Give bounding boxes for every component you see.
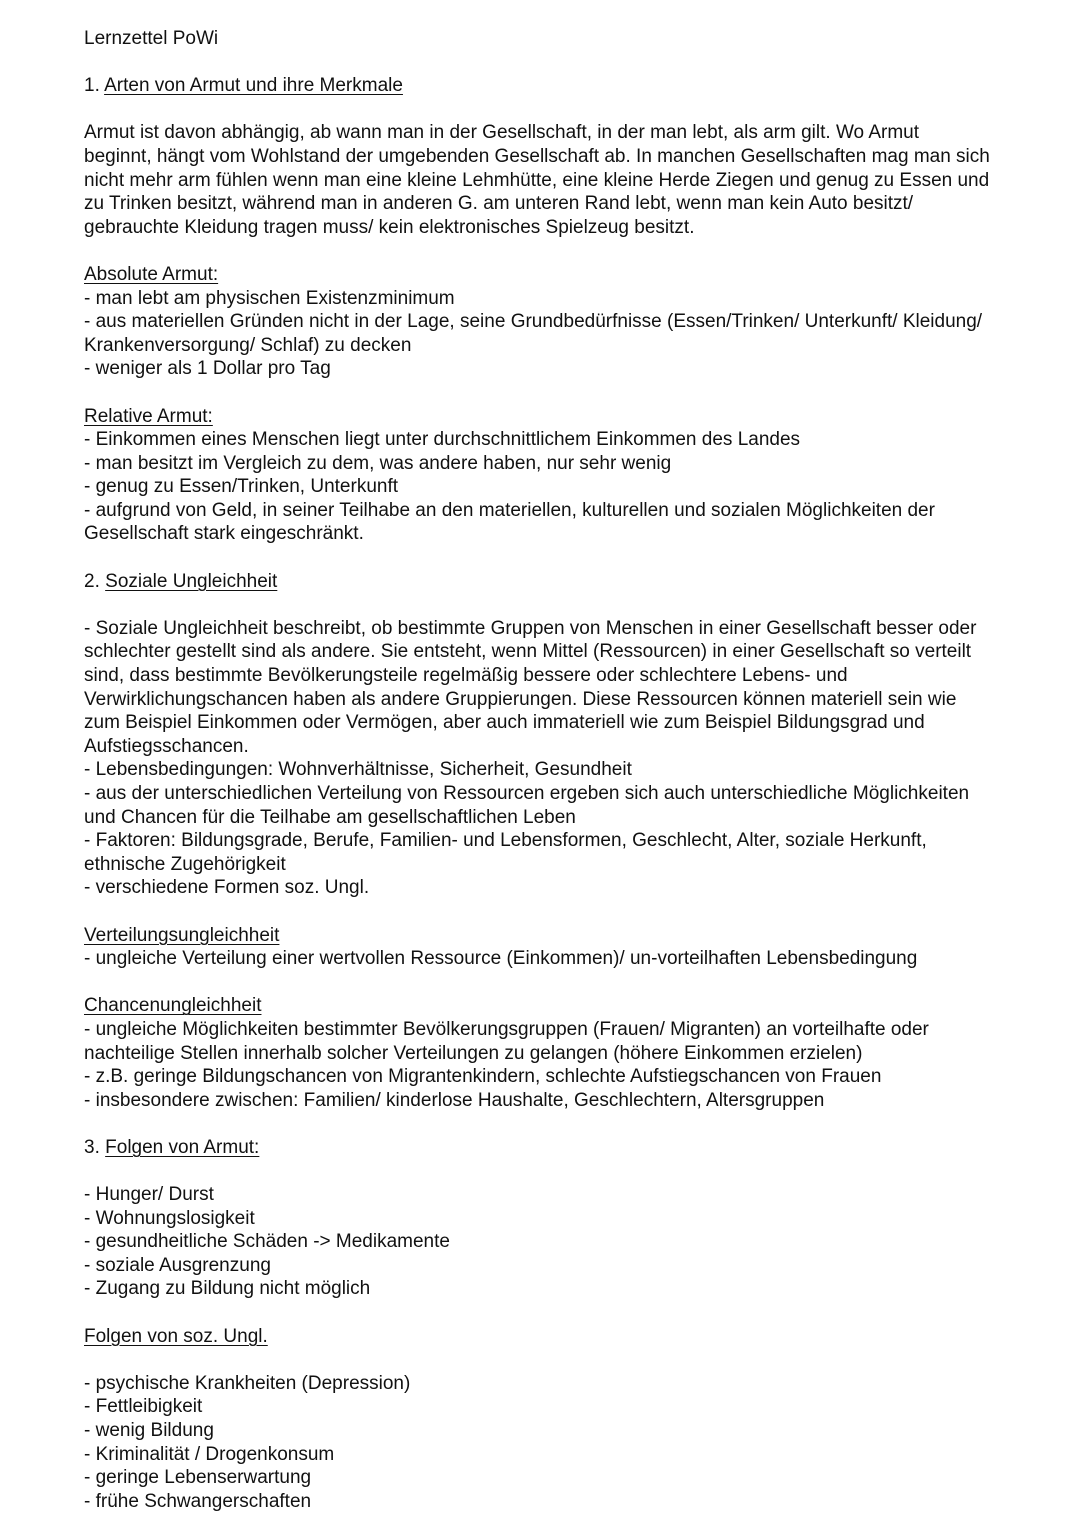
- document-title: Lernzettel PoWi: [84, 28, 219, 49]
- verteilungsungleichheit-heading: Verteilungsungleichheit: [84, 924, 280, 946]
- relative-armut-heading: Relative Armut:: [84, 405, 213, 427]
- list-item: - weniger als 1 Dollar pro Tag: [84, 358, 331, 380]
- list-item: - Fettleibigkeit: [84, 1396, 203, 1418]
- list-item: - geringe Lebenserwartung: [84, 1467, 312, 1489]
- section-2-number: 2.: [84, 570, 100, 592]
- list-item: - Soziale Ungleichheit beschreibt, ob bestimmte Gruppen von Menschen in einer Gesellschaft besser oder schlechter gestellt sind als andere. Sie entsteht, wenn Mittel (Ressourcen) in einer Gesellschaft so verteilt sind, dass bestimmte Bevölkerungsteile regelmäßig bessere oder schlechtere Lebens- und Verwirklichungschancen haben als andere Gruppierungen. Diese Ressourcen können materiell sein wie zum Beispiel Einkommen oder Vermögen, aber auch immateriell wie zum Beispiel Bildungsgrad und Aufstiegsschancen.: [84, 617, 977, 757]
- list-item: - aufgrund von Geld, in seiner Teilhabe an den materiellen, kulturellen und sozialen Möglichkeiten der Gesellschaft stark eingeschränkt.: [84, 499, 935, 545]
- section-1-heading-text: Arten von Armut und ihre Merkmale: [104, 75, 403, 97]
- section-2-heading: [84, 570, 990, 594]
- list-item: - aus materiellen Gründen nicht in der Lage, seine Grundbedürfnisse (Essen/Trinken/ Unterkunft/ Kleidung/ Krankenversorgung/ Schlaf) zu decken: [84, 311, 983, 356]
- list-item: - aus der unterschiedlichen Verteilung von Ressourcen ergeben sich auch unterschiedliche Möglichkeiten und Chancen für die Teilhabe am gesellschaftlichen Leben: [84, 783, 970, 828]
- absolute-armut-heading: Absolute Armut:: [84, 263, 219, 285]
- section-3-heading: [84, 1136, 990, 1160]
- section-3-heading-text: Folgen von Armut:: [105, 1136, 260, 1158]
- list-item: - gesundheitliche Schäden -> Medikamente: [84, 1231, 450, 1253]
- folgen-ungl-heading: Folgen von soz. Ungl.: [84, 1325, 268, 1347]
- section-1-intro: Armut ist davon abhängig, ab wann man in der Gesellschaft, in der man lebt, als arm gilt. Wo Armut beginnt, hängt vom Wohlstand der umgebenden Gesellschaft ab. In manchen Gesellschaften mag man sich nicht mehr arm fühlen wenn man eine kleine Lehmhütte, eine kleine Herde Ziegen und genug zu Essen und zu Trinken besitzt, während man in anderen G. am unteren Rand lebt, wenn man kein Auto besitzt/ gebrauchte Kleidung tragen muss/ kein elektronisches Spielzeug besitzt.: [84, 122, 990, 238]
- relative-armut-list: [84, 428, 990, 546]
- list-item: - Lebensbedingungen: Wohnverhältnisse, Sicherheit, Gesundheit: [84, 759, 632, 781]
- list-item: - Hunger/ Durst: [84, 1184, 214, 1206]
- list-item: - verschiedene Formen soz. Ungl.: [84, 877, 370, 899]
- chancenungleichheit-list: [84, 1018, 990, 1112]
- list-item: - ungleiche Möglichkeiten bestimmter Bevölkerungsgruppen (Frauen/ Migranten) an vorteilhafte oder nachteilige Stellen innerhalb solcher Verteilungen zu gelangen (höhere Einkommen erzielen): [84, 1018, 929, 1064]
- chancenungleichheit-heading: Chancenungleichheit: [84, 995, 262, 1017]
- list-item: - wenig Bildung: [84, 1420, 214, 1442]
- list-item: - Einkommen eines Menschen liegt unter durchschnittlichem Einkommen des Landes: [84, 429, 801, 451]
- list-item: - ungleiche Verteilung einer wertvollen Ressource (Einkommen)/ un-vorteilhaften Lebensbedingung: [84, 948, 918, 970]
- section-1-number: 1.: [84, 75, 100, 97]
- list-item: - frühe Schwangerschaften: [84, 1490, 312, 1512]
- folgen-armut-list: [84, 1183, 990, 1301]
- list-item: - soziale Ausgrenzung: [84, 1254, 271, 1276]
- verteilungsungleichheit-list: [84, 947, 990, 971]
- list-item: - Zugang zu Bildung nicht möglich: [84, 1278, 371, 1300]
- list-item: - insbesondere zwischen: Familien/ kinderlose Haushalte, Geschlechtern, Altersgruppen: [84, 1089, 825, 1111]
- list-item: - psychische Krankheiten (Depression): [84, 1372, 411, 1394]
- section-2-heading-text: Soziale Ungleichheit: [105, 570, 278, 592]
- list-item: - genug zu Essen/Trinken, Unterkunft: [84, 476, 399, 498]
- list-item: - Faktoren: Bildungsgrade, Berufe, Familien- und Lebensformen, Geschlecht, Alter, soziale Herkunft, ethnische Zugehörigkeit: [84, 830, 927, 875]
- absolute-armut-list: [84, 287, 990, 381]
- list-item: - Wohnungslosigkeit: [84, 1207, 255, 1229]
- section-1-heading: [84, 74, 990, 98]
- list-item: - z.B. geringe Bildungschancen von Migrantenkindern, schlechte Aufstiegschancen von Frauen: [84, 1066, 882, 1088]
- list-item: - Kriminalität / Drogenkonsum: [84, 1443, 335, 1465]
- list-item: - man lebt am physischen Existenzminimum: [84, 287, 455, 309]
- list-item: - man besitzt im Vergleich zu dem, was andere haben, nur sehr wenig: [84, 452, 672, 474]
- soziale-ungleichheit-list: [84, 617, 990, 900]
- folgen-ungl-list: [84, 1372, 990, 1514]
- section-3-number: 3.: [84, 1136, 100, 1158]
